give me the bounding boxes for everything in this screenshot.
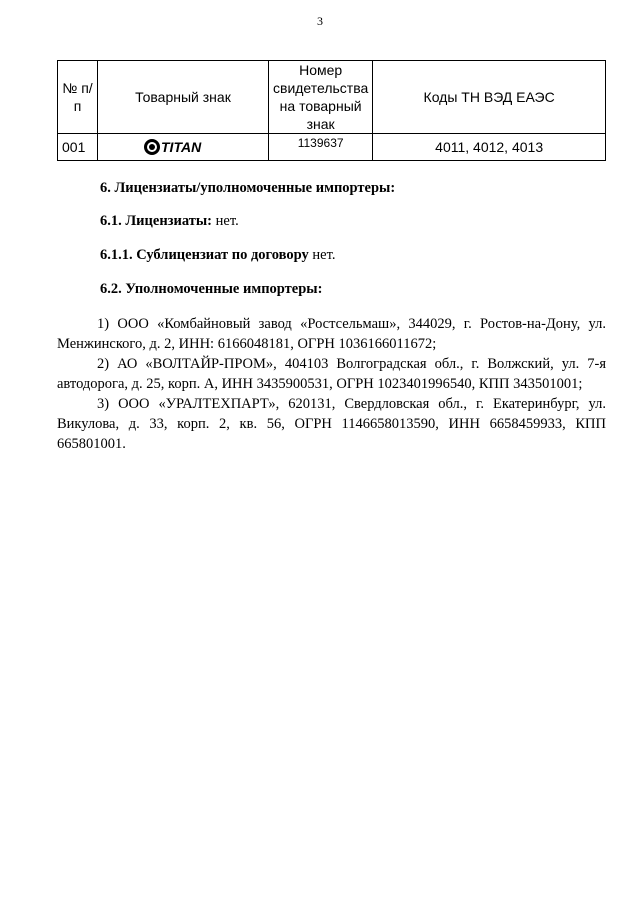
page-number: 3 bbox=[317, 14, 323, 28]
section-6-1-title: 6.1. Лицензиаты: bbox=[100, 213, 213, 229]
titan-logo bbox=[102, 138, 264, 156]
section-6-1-value: нет. bbox=[212, 213, 239, 229]
row-trademark bbox=[98, 134, 269, 161]
trademark-table bbox=[57, 60, 606, 161]
table-row bbox=[58, 134, 606, 161]
header-codes: Коды ТН ВЭД ЕАЭС bbox=[373, 61, 606, 134]
section-6-2-heading bbox=[100, 281, 322, 298]
table-header-row bbox=[58, 61, 606, 134]
header-certificate: Номер свидетельства на товарный знак bbox=[269, 61, 373, 134]
section-6-1-heading bbox=[100, 213, 239, 230]
section-6-1-1-heading bbox=[100, 247, 335, 264]
importer-item: 2) АО «ВОЛТАЙР-ПРОМ», 404103 Волгоградская обл., г. Волжский, ул. 7-я автодорога, д. 25, корп. А, ИНН 3435900531, ОГРН 1023401996540, КПП 343501001; bbox=[57, 356, 606, 392]
titan-logo-icon bbox=[143, 138, 223, 156]
section-6-2-title: 6.2. Уполномоченные импортеры: bbox=[100, 281, 323, 297]
row-num: 001 bbox=[58, 134, 98, 161]
importer-item: 1) ООО «Комбайновый завод «Ростсельмаш», 344029, г. Ростов-на-Дону, ул. Менжинского, д. 2, ИНН: 6166048181, ОГРН 1036166011672; bbox=[57, 316, 606, 352]
logo-text: TITAN bbox=[161, 139, 202, 155]
importer-item: 3) ООО «УРАЛТЕХПАРТ», 620131, Свердловская обл., г. Екатеринбург, ул. Викулова, д. 33, корп. 2, кв. 56, ОГРН 1146658013590, ИНН 6658459933, КПП 665801001. bbox=[57, 396, 606, 452]
header-trademark: Товарный знак bbox=[98, 61, 269, 134]
section-6-1-1-title: 6.1.1. Сублицензиат по договору bbox=[100, 247, 309, 263]
importers-list bbox=[57, 314, 606, 454]
section-6-title: 6. Лицензиаты/уполномоченные импортеры: bbox=[100, 180, 396, 196]
section-6-heading bbox=[100, 180, 395, 197]
header-num: № п/п bbox=[58, 61, 98, 134]
row-certificate: 1139637 bbox=[269, 134, 373, 161]
row-codes: 4011, 4012, 4013 bbox=[373, 134, 606, 161]
section-6-1-1-value: нет. bbox=[308, 247, 336, 263]
